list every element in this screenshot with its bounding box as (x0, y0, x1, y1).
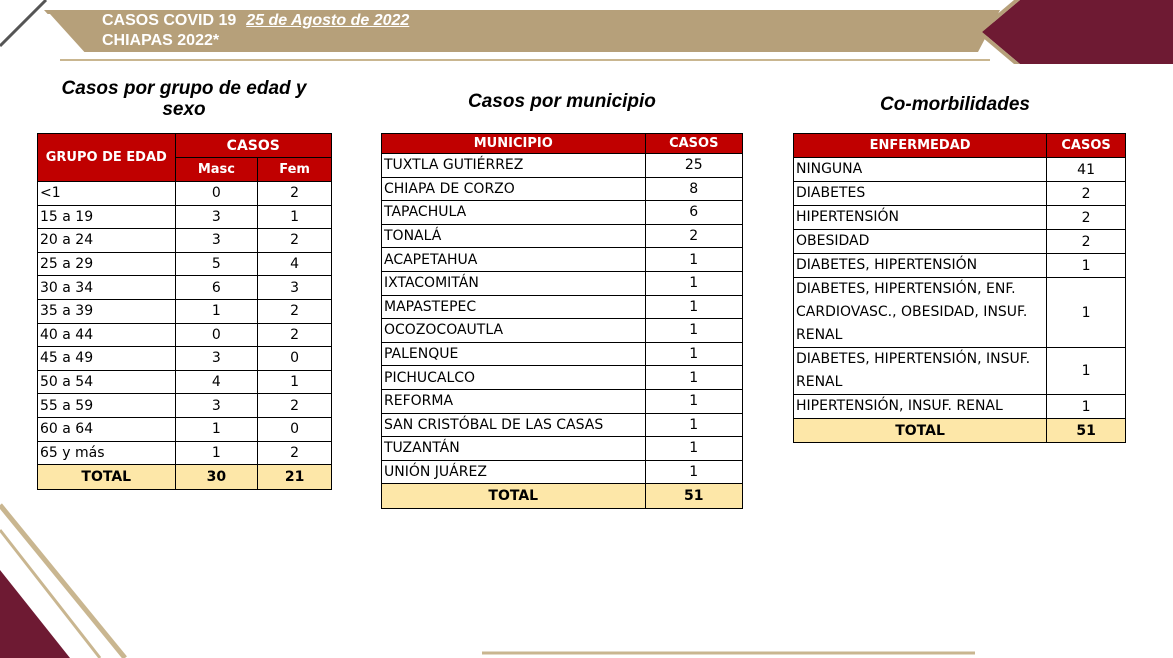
age-heading-line2: sexo (162, 99, 206, 120)
male-count-cell: 1 (175, 299, 258, 323)
age-group-cell: 50 a 54 (38, 370, 176, 394)
male-count-cell: 1 (175, 417, 258, 441)
female-count-cell: 2 (258, 182, 332, 206)
female-count-cell: 3 (258, 276, 332, 300)
col-header-male: Masc (175, 158, 258, 182)
table-row (794, 230, 1126, 254)
age-table-heading (38, 78, 330, 120)
table-row (382, 295, 743, 319)
maroon-emblem (982, 0, 1173, 64)
age-group-cell: 25 a 29 (38, 252, 176, 276)
age-group-cell: 30 a 34 (38, 276, 176, 300)
male-count-cell: 6 (175, 276, 258, 300)
table-row (382, 248, 743, 272)
col-header-disease: ENFERMEDAD (794, 134, 1047, 158)
disease-cell: DIABETES (794, 182, 1047, 206)
municipio-cases-cell: 1 (645, 460, 742, 484)
municipio-cases-cell: 8 (645, 177, 742, 201)
municipio-cell: PALENQUE (382, 342, 646, 366)
table-row (38, 370, 332, 394)
comorbidity-table-heading: Co-morbilidades (880, 94, 1030, 115)
table-row (382, 389, 743, 413)
disease-cases-cell: 2 (1047, 230, 1126, 254)
table-row (38, 347, 332, 371)
total-label: TOTAL (382, 484, 646, 509)
table-row (38, 394, 332, 418)
table-row (382, 154, 743, 178)
municipio-cell: IXTACOMITÁN (382, 271, 646, 295)
total-label: TOTAL (38, 465, 176, 490)
male-count-cell: 3 (175, 229, 258, 253)
disease-cell: DIABETES, HIPERTENSIÓN, INSUF. RENAL (794, 348, 1047, 395)
municipio-cases-cell: 1 (645, 437, 742, 461)
age-sex-table (37, 133, 332, 490)
male-count-cell: 3 (175, 394, 258, 418)
col-header-group: GRUPO DE EDAD (38, 134, 176, 182)
municipio-cell: UNIÓN JUÁREZ (382, 460, 646, 484)
municipio-cell: SAN CRISTÓBAL DE LAS CASAS (382, 413, 646, 437)
female-count-cell: 0 (258, 417, 332, 441)
table-row (382, 460, 743, 484)
table-row (382, 366, 743, 390)
disease-cell: DIABETES, HIPERTENSIÓN (794, 254, 1047, 278)
male-count-cell: 3 (175, 205, 258, 229)
total-row (794, 419, 1126, 443)
age-group-cell: 60 a 64 (38, 417, 176, 441)
header-title (102, 12, 409, 30)
comorbidity-table (793, 133, 1126, 443)
municipio-cell: PICHUCALCO (382, 366, 646, 390)
total-row (38, 465, 332, 490)
municipio-cases-cell: 1 (645, 413, 742, 437)
table-row (382, 413, 743, 437)
municipio-cell: OCOZOCOAUTLA (382, 319, 646, 343)
table-row (794, 182, 1126, 206)
municipio-cases-cell: 1 (645, 389, 742, 413)
col-header-municipio: MUNICIPIO (382, 134, 646, 154)
table-row (38, 323, 332, 347)
age-group-cell: 15 a 19 (38, 205, 176, 229)
disease-cases-cell: 1 (1047, 254, 1126, 278)
table-row (382, 437, 743, 461)
col-header-female: Fem (258, 158, 332, 182)
disease-cases-cell: 2 (1047, 182, 1126, 206)
female-count-cell: 2 (258, 394, 332, 418)
table-row (38, 252, 332, 276)
table-row (382, 342, 743, 366)
col-header-mun-cases: CASOS (645, 134, 742, 154)
municipio-cell: TUXTLA GUTIÉRREZ (382, 154, 646, 178)
female-count-cell: 2 (258, 441, 332, 465)
municipio-cases-cell: 25 (645, 154, 742, 178)
male-count-cell: 0 (175, 182, 258, 206)
female-count-cell: 2 (258, 229, 332, 253)
age-group-cell: 55 a 59 (38, 394, 176, 418)
municipio-cell: ACAPETAHUA (382, 248, 646, 272)
age-group-cell: 45 a 49 (38, 347, 176, 371)
municipio-cell: TAPACHULA (382, 201, 646, 225)
disease-cases-cell: 1 (1047, 278, 1126, 348)
male-count-cell: 0 (175, 323, 258, 347)
disease-cell: HIPERTENSIÓN (794, 206, 1047, 230)
col-header-com-cases: CASOS (1047, 134, 1126, 158)
municipio-cases-cell: 6 (645, 201, 742, 225)
municipio-cases-cell: 1 (645, 271, 742, 295)
male-count-cell: 1 (175, 441, 258, 465)
municipio-cell: TUZANTÁN (382, 437, 646, 461)
municipality-table (381, 133, 743, 509)
age-heading-line1: Casos por grupo de edad y (61, 78, 307, 99)
age-group-cell: 35 a 39 (38, 299, 176, 323)
table-row (38, 299, 332, 323)
col-header-cases: CASOS (175, 134, 331, 158)
table-row (382, 224, 743, 248)
male-count-cell: 5 (175, 252, 258, 276)
table-row (794, 348, 1126, 395)
disease-cell: DIABETES, HIPERTENSIÓN, ENF. CARDIOVASC., OBESIDAD, INSUF. RENAL (794, 278, 1047, 348)
municipality-table-heading: Casos por municipio (468, 91, 656, 112)
disease-cases-cell: 41 (1047, 158, 1126, 182)
municipio-cases-cell: 2 (645, 224, 742, 248)
disease-cell: OBESIDAD (794, 230, 1047, 254)
header-subtitle: CHIAPAS 2022* (102, 32, 220, 49)
corner-maroon-bottom (0, 570, 70, 658)
table-row (38, 205, 332, 229)
age-group-cell: <1 (38, 182, 176, 206)
total-male: 30 (175, 465, 258, 490)
municipio-cases-cell: 1 (645, 295, 742, 319)
table-row (794, 158, 1126, 182)
age-group-cell: 40 a 44 (38, 323, 176, 347)
female-count-cell: 2 (258, 323, 332, 347)
female-count-cell: 2 (258, 299, 332, 323)
table-row (38, 229, 332, 253)
female-count-cell: 4 (258, 252, 332, 276)
table-row (38, 417, 332, 441)
municipio-cell: REFORMA (382, 389, 646, 413)
table-row (794, 254, 1126, 278)
table-row (382, 177, 743, 201)
total-cases: 51 (645, 484, 742, 509)
municipio-cell: MAPASTEPEC (382, 295, 646, 319)
female-count-cell: 1 (258, 370, 332, 394)
female-count-cell: 0 (258, 347, 332, 371)
total-female: 21 (258, 465, 332, 490)
total-cases: 51 (1047, 419, 1126, 443)
age-group-cell: 20 a 24 (38, 229, 176, 253)
total-label: TOTAL (794, 419, 1047, 443)
disease-cell: NINGUNA (794, 158, 1047, 182)
table-row (38, 441, 332, 465)
male-count-cell: 3 (175, 347, 258, 371)
total-row (382, 484, 743, 509)
disease-cases-cell: 1 (1047, 348, 1126, 395)
municipio-cases-cell: 1 (645, 248, 742, 272)
table-row (382, 271, 743, 295)
header-date: 25 de Agosto de 2022 (246, 12, 410, 29)
table-row (794, 395, 1126, 419)
disease-cases-cell: 2 (1047, 206, 1126, 230)
age-group-cell: 65 y más (38, 441, 176, 465)
male-count-cell: 4 (175, 370, 258, 394)
table-row (382, 201, 743, 225)
table-row (794, 206, 1126, 230)
disease-cases-cell: 1 (1047, 395, 1126, 419)
disease-cell: HIPERTENSIÓN, INSUF. RENAL (794, 395, 1047, 419)
female-count-cell: 1 (258, 205, 332, 229)
table-row (38, 182, 332, 206)
municipio-cases-cell: 1 (645, 366, 742, 390)
municipio-cell: CHIAPA DE CORZO (382, 177, 646, 201)
municipio-cell: TONALÁ (382, 224, 646, 248)
municipio-cases-cell: 1 (645, 319, 742, 343)
table-row (794, 278, 1126, 348)
municipio-cases-cell: 1 (645, 342, 742, 366)
table-row (38, 276, 332, 300)
header-title-text: CASOS COVID 19 (102, 12, 237, 29)
table-row (382, 319, 743, 343)
